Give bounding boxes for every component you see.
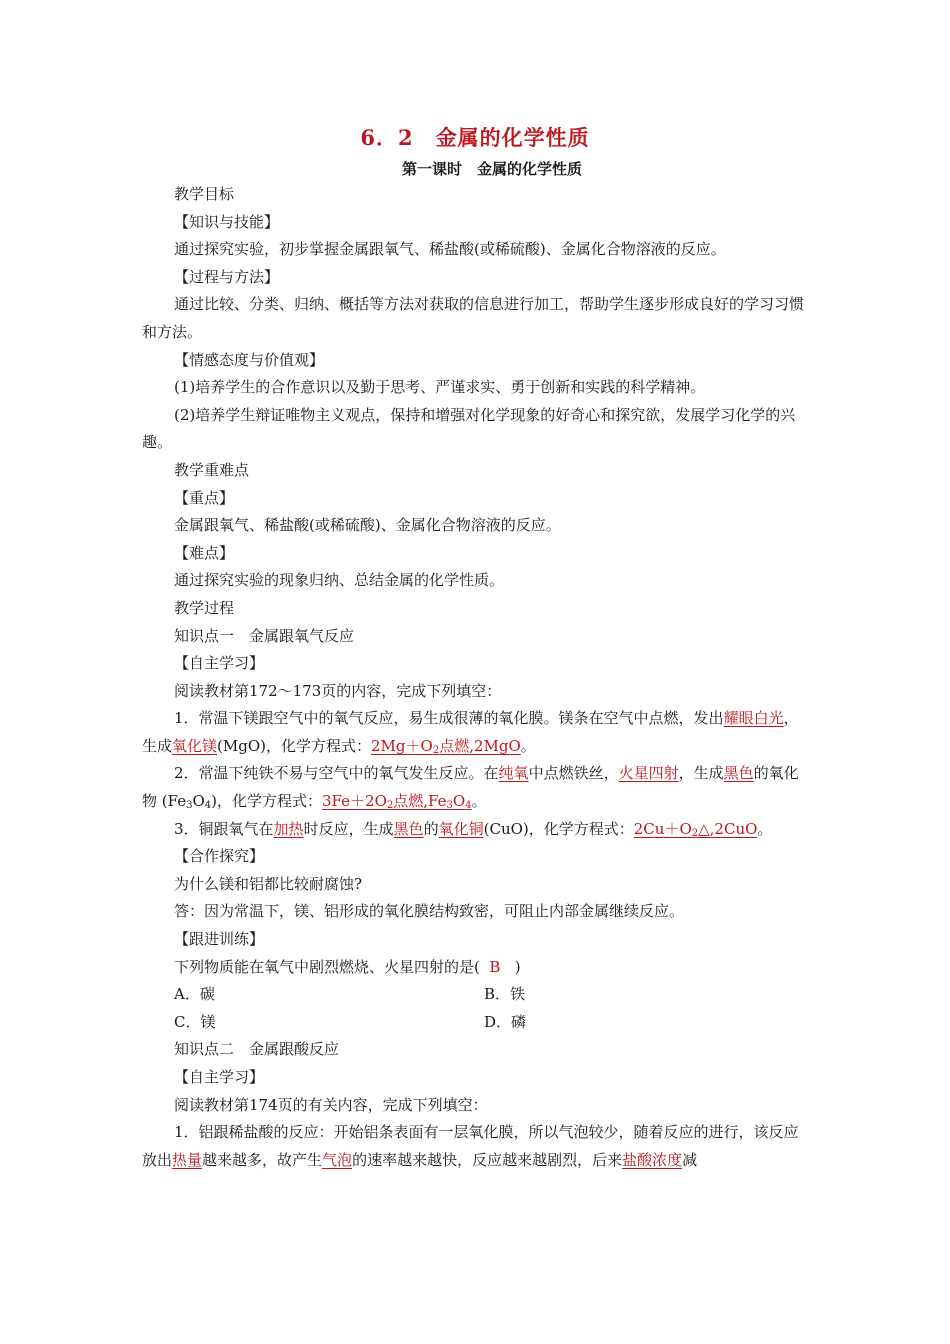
equation-blank: $2Mg+O_2$点燃,2MgO — [371, 736, 521, 756]
options-row — [142, 1009, 812, 1037]
option-b: B．铁 — [484, 985, 526, 1004]
bracket-heading: 【自主学习】 — [174, 654, 265, 673]
option-d: D．磷 — [484, 1012, 527, 1031]
answer-blank: 耀眼白光 — [723, 709, 784, 728]
answer-blank: 氧化铜 — [438, 819, 484, 838]
answer-blank: 火星四射 — [618, 764, 679, 783]
answer: 答：因为常温下，镁、铝形成的氧化膜结构致密，可阻止内部金属继续反应。 — [174, 902, 685, 921]
paragraph: 通过探究实验，初步掌握金属跟氧气、稀盐酸(或稀硫酸)、金属化合物溶液的反应。 — [174, 240, 726, 259]
multiple-choice-question: 下列物质能在氧气中剧烈燃烧、火星四射的是( B ) — [174, 957, 521, 976]
page-subtitle: 第一课时 金属的化学性质 — [401, 160, 582, 178]
paragraph: 阅读教材第174页的有关内容，完成下列填空： — [174, 1095, 488, 1114]
fill-in-question-4: 1．铝跟稀盐酸的反应：开始铝条表面有一层氧化膜，所以气泡较少，随着反应的进行，该反应放出热量越来越多，故产生气泡的速率越来越快，反应越来越剧烈，后来盐酸浓度减 — [142, 1123, 799, 1169]
fill-in-question-3: 3．铜跟氧气在加热时反应，生成黑色的氧化铜(CuO)，化学方程式：$2Cu+O_2\triangle,2CuO$。 — [174, 819, 773, 839]
section-heading: 教学过程 — [174, 598, 235, 617]
bracket-heading: 【情感态度与价值观】 — [174, 350, 325, 369]
bracket-heading: 【合作探究】 — [174, 847, 265, 866]
document-body — [142, 181, 812, 1174]
answer-blank: 加热 — [273, 819, 304, 838]
answer-blank: 纯氧 — [498, 764, 529, 783]
section-heading: 教学目标 — [174, 185, 235, 203]
paragraph: 金属跟氧气、稀盐酸(或稀硫酸)、金属化合物溶液的反应。 — [174, 516, 561, 535]
equation-blank: $3Fe+2O_2$点燃$,Fe_3O_4$ — [322, 792, 472, 812]
answer-blank: 气泡 — [322, 1150, 353, 1169]
fill-in-question-2: 2．常温下纯铁不易与空气中的氧气发生反应。在纯氧中点燃铁丝，火星四射，生成黑色的氧化物 $(Fe_3O_4)$，化学方程式：$3Fe+2O_2$点燃$,Fe_3O_4$。 — [142, 764, 799, 812]
paragraph: 通过探究实验的现象归纳、总结金属的化学性质。 — [174, 571, 505, 590]
answer-blank: 盐酸浓度 — [622, 1150, 683, 1169]
choice-answer: B — [489, 957, 501, 976]
knowledge-point-heading: 知识点一 金属跟氧气反应 — [174, 626, 355, 645]
page-title: 6．2 金属的化学性质 — [360, 125, 590, 150]
answer-blank: 热量 — [172, 1150, 203, 1169]
fill-in-question-1: 1．常温下镁跟空气中的氧气反应，易生成很薄的氧化膜。镁条在空气中点燃，发出耀眼白光，生成氧化镁(MgO)，化学方程式：$2Mg+O_2$点燃,2MgO。 — [142, 709, 799, 756]
equation-blank: $2Cu+O_2\triangle,2CuO$ — [633, 819, 758, 839]
section-heading: 教学重难点 — [174, 460, 250, 479]
bracket-heading: 【重点】 — [174, 488, 235, 507]
bracket-heading: 【知识与技能】 — [174, 212, 280, 231]
answer-blank: 黑色 — [393, 819, 424, 838]
option-a: A．碳 — [174, 985, 215, 1004]
bracket-heading: 【难点】 — [174, 543, 235, 562]
answer-blank: 黑色 — [723, 764, 754, 783]
bracket-heading: 【过程与方法】 — [174, 267, 280, 286]
paragraph: (1)培养学生的合作意识以及勤于思考、严谨求实、勇于创新和实践的科学精神。 — [174, 378, 706, 397]
paragraph: 通过比较、分类、归纳、概括等方法对获取的信息进行加工，帮助学生逐步形成良好的学习习惯和方法。 — [142, 295, 805, 341]
answer-blank: 氧化镁 — [172, 736, 218, 755]
paragraph: 阅读教材第172～173页的内容，完成下列填空： — [174, 681, 502, 700]
option-c: C．镁 — [174, 1012, 216, 1031]
paragraph: (2)培养学生辩证唯物主义观点，保持和增强对化学现象的好奇心和探究欲，发展学习化学的兴趣。 — [142, 405, 796, 452]
bracket-heading: 【跟进训练】 — [174, 930, 265, 949]
options-row — [142, 981, 812, 1009]
bracket-heading: 【自主学习】 — [174, 1068, 265, 1086]
knowledge-point-heading: 知识点二 金属跟酸反应 — [174, 1040, 340, 1059]
question: 为什么镁和铝都比较耐腐蚀? — [174, 874, 363, 893]
